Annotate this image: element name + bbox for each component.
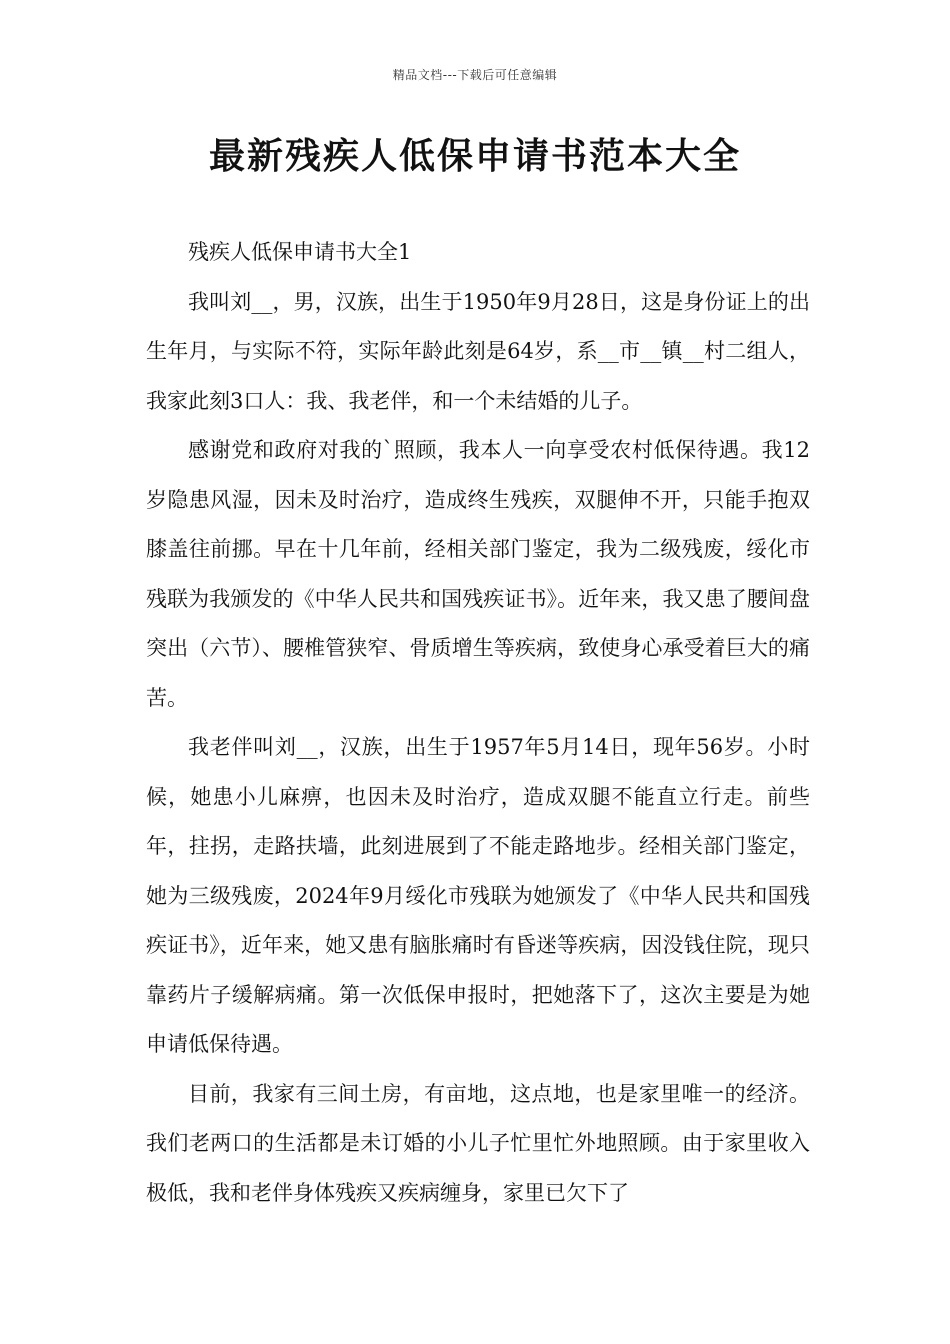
paragraph-spouse-disability: 我老伴叫刘__，汉族，出生于1957年5月14日，现年56岁。小时候，她患小儿麻痹，也因未及时治疗，造成双腿不能直立行走。前些年，拄拐，走路扶墙，此刻进展到了不能走路地步。经相关部门鉴定，她为三级残废，2024年9月绥化市残联为她颁发了《中华人民共和国残疾证书》，近年来，她又患有脑胀痛时有昏迷等疾病，因没钱住院，现只靠药片子缓解病痛。第一次低保申报时，把她落下了，这次主要是为她申请低保待遇。 (146, 735, 810, 1056)
paragraph-own-disability: 感谢党和政府对我的`照顾，我本人一向享受农村低保待遇。我12岁隐患风湿，因未及时治疗，造成终生残疾，双腿伸不开，只能手抱双膝盖往前挪。早在十几年前，经相关部门鉴定，我为二级残废，绥化市残联为我颁发的《中华人民共和国残疾证书》。近年来，我又患了腰间盘突出（六节）、腰椎管狭窄、骨质增生等疾病，致使身心承受着巨大的痛苦。 (146, 438, 810, 710)
paragraph-family-situation: 目前，我家有三间土房，有亩地，这点地，也是家里唯一的经济。我们老两口的生活都是未订婚的小儿子忙里忙外地照顾。由于家里收入极低，我和老伴身体残疾又疾病缠身，家里已欠下了 (146, 1081, 810, 1205)
paragraph-self-intro: 我叫刘__，男，汉族，出生于1950年9月28日，这是身份证上的出生年月，与实际不符，实际年龄此刻是64岁，系__市__镇__村二组人，我家此刻3口人：我、我老伴，和一个未结婚的儿子。 (146, 289, 810, 413)
section-heading: 残疾人低保申请书大全1 (188, 240, 412, 264)
header-note: 精品文档---下载后可任意编辑 (392, 68, 558, 82)
document-body (146, 228, 810, 1218)
document-title: 最新残疾人低保申请书范本大全 (208, 136, 741, 177)
